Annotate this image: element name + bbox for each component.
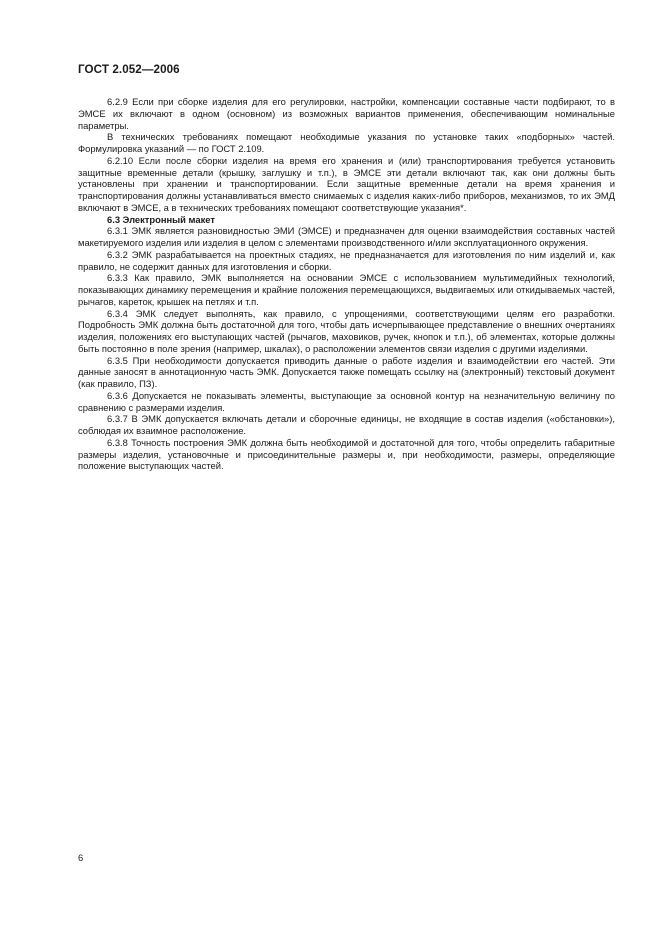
paragraph-6-3-1: 6.3.1 ЭМК является разновидностью ЭМИ (ЭМСЕ) и предназначен для оценки взаимодействия составных частей макетируемого изделия или изделия в целом с элементами производственного и/или эксплуатационного окружения. xyxy=(78,225,615,248)
paragraph-6-3-7: 6.3.7 В ЭМК допускается включать детали и сборочные единицы, не входящие в состав изделия («обстановки»), соблюдая их взаимное расположение. xyxy=(78,413,615,436)
paragraph-6-2-10: 6.2.10 Если после сборки изделия на время его хранения и (или) транспортирования требуется установить защитные временные детали (крышку, заглушку и т.п.), в ЭМСЕ эти детали включают так, как они должны быть установлены при хранении и транспортировании. Если защитные временные детали на время хранения и транспортирования должны устанавливаться вместо снимаемых с изделия каких-либо приборов, механизмов, то их ЭМД включают в ЭМСЕ, а в технических требованиях помещают соответствующие указания*. xyxy=(78,154,615,213)
section-heading-6-3: 6.3 Электронный макет xyxy=(107,213,215,225)
paragraph-6-3-4: 6.3.4 ЭМК следует выполнять, как правило, с упрощениями, соответствующими целям его разработки. Подробность ЭМК должна быть достаточной для того, чтобы дать исчерпывающее представление о внешних очертаниях изделия, положениях его выступающих частей (рычагов, маховиков, ручек, кнопок и т.п.), об элементах, которые должны быть постоянно в поле зрения (например, шкалах), о расположении элементов связи изделия с другими изделиями. xyxy=(78,307,615,354)
document-body xyxy=(78,96,615,472)
paragraph-6-3-2: 6.3.2 ЭМК разрабатывается на проектных стадиях, не предназначается для изготовления по ним изделий и, как правило, не содержит данных для изготовления и сборки. xyxy=(78,248,615,272)
document-header: ГОСТ 2.052—2006 xyxy=(78,63,180,76)
page-number: 6 xyxy=(78,852,84,863)
paragraph-6-3-3: 6.3.3 Как правило, ЭМК выполняется на основании ЭМСЕ с использованием мультимедийных технологий, показывающих динамику перемещения и крайние положения перемещающихся, выдвигаемых или откидываемых частей, рычагов, кареток, крышек на петлях и т.п. xyxy=(78,272,615,307)
paragraph-6-3-8: 6.3.8 Точность построения ЭМК должна быть необходимой и достаточной для того, чтобы определить габаритные размеры изделия, установочные и присоединительные размеры и, при необходимости, размеры, определяющие положение выступающих частей. xyxy=(78,436,615,472)
paragraph-tech-requirements: В технических требованиях помещают необходимые указания по установке таких «подборных» частей. Формулировка указаний — по ГОСТ 2.109. xyxy=(78,131,615,154)
paragraph-6-3-5: 6.3.5 При необходимости допускается приводить данные о работе изделия и взаимодействии его частей. Эти данные заносят в аннотационную часть ЭМК. Допускается также помещать ссылку на (электронный) текстовый документ (как правило, ПЗ). xyxy=(78,354,615,389)
paragraph-6-3-6: 6.3.6 Допускается не показывать элементы, выступающие за основной контур на незначительную величину по сравнению с размерами изделия. xyxy=(78,389,615,413)
paragraph-6-2-9: 6.2.9 Если при сборке изделия для его регулировки, настройки, компенсации составные части подбирают, то в ЭМСЕ их включают в одном (основном) из возможных вариантов применения, обеспечивающим номинальные параметры. xyxy=(78,96,615,131)
